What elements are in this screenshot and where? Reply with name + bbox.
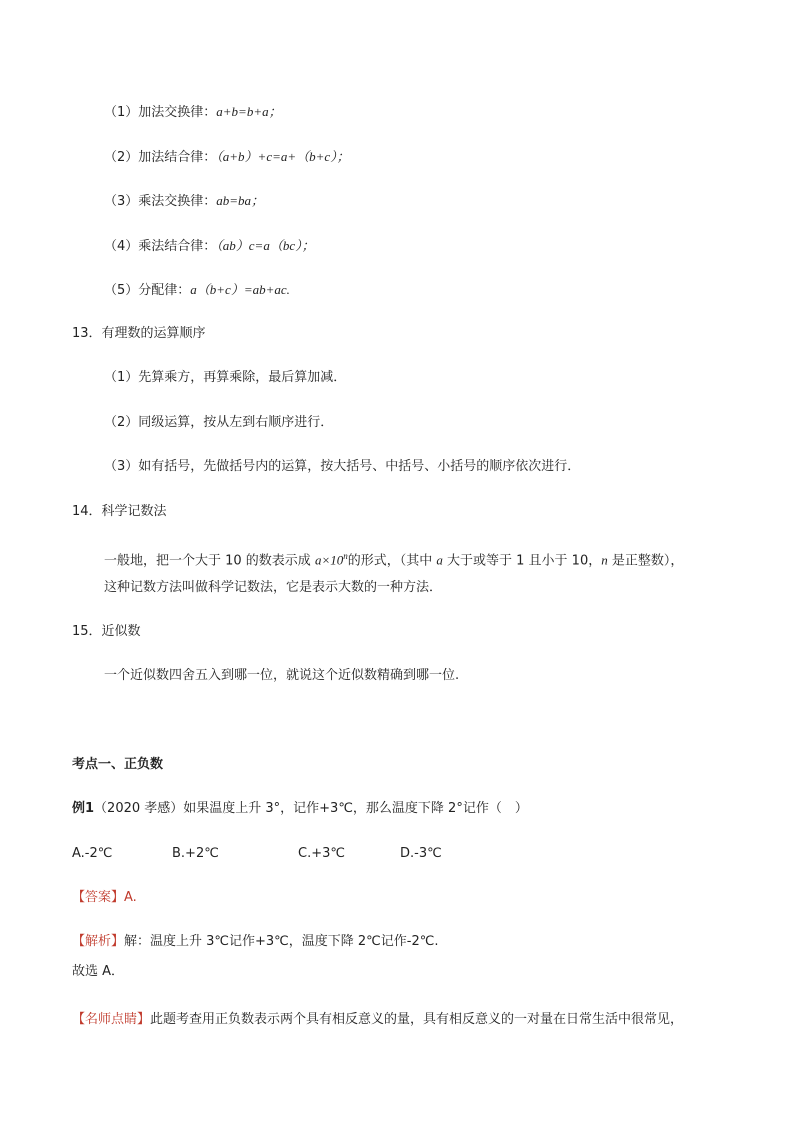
option-c: C.+3℃ (298, 846, 345, 861)
option-a: A.-2℃ (72, 846, 113, 861)
sec13-item-1: （1）先算乘方，再算乘除，最后算加减． (104, 370, 347, 385)
sec14-text: 的形式，（其中 (347, 553, 437, 569)
answer-tag: 【答案】 (72, 890, 125, 905)
comment-tag: 【名师点睛】 (72, 1012, 151, 1027)
option-b: B.+2℃ (172, 846, 219, 861)
law-5-label: （5）分配律： (104, 283, 191, 298)
analysis-conclusion: 故选 A． (72, 964, 125, 979)
law-2-formula: （a+b）+c=a+（b+c）； (216, 149, 350, 164)
analysis-tag: 【解析】 (72, 934, 125, 949)
law-2 (104, 148, 350, 167)
option-d: D.-3℃ (400, 846, 442, 861)
comment-text: 此题考查用正负数表示两个具有相反意义的量，具有相反意义的一对量在日常生活中很常见， (150, 1012, 684, 1027)
variable-a: a (436, 552, 443, 568)
teacher-comment (72, 1011, 683, 1029)
law-3-label: （3）乘法交换律： (104, 194, 217, 209)
scientific-notation-formula: a×10 (314, 552, 344, 568)
law-1-formula: a+b=b+a； (216, 104, 282, 119)
exponent-n: n (343, 551, 348, 561)
answer-text: A. (124, 890, 137, 905)
sec14-paragraph-2: 这种记数方法叫做科学记数法，它是表示大数的一种方法． (104, 580, 443, 595)
sec14-heading: 14．科学记数法 (72, 504, 167, 519)
law-1 (104, 103, 282, 122)
law-5 (104, 281, 290, 300)
sec15-heading: 15．近似数 (72, 624, 141, 639)
sec13-item-3: （3）如有括号，先做括号内的运算，按大括号、中括号、小括号的顺序依次进行． (104, 459, 581, 474)
example-options (72, 845, 442, 863)
sec14-paragraph-1 (104, 547, 683, 570)
example-label: 例1 (72, 801, 95, 816)
sec14-text: 是正整数）， (607, 553, 684, 569)
example-1 (72, 800, 528, 818)
sec13-item-2: （2）同级运算，按从左到右顺序进行． (104, 415, 334, 430)
sec15-paragraph: 一个近似数四舍五入到哪一位，就说这个近似数精确到哪一位. (104, 668, 460, 683)
example-text: （2020 孝感）如果温度上升 3°，记作+3℃，那么温度下降 2°记作（ ） (94, 801, 528, 816)
law-3 (104, 192, 264, 211)
law-4 (104, 237, 315, 256)
law-5-formula: a（b+c）=ab+ac. (190, 282, 290, 297)
sec13-heading: 13．有理数的运算顺序 (72, 326, 206, 341)
analysis-text: 解：温度上升 3℃记作+3℃，温度下降 2℃记作-2℃. (124, 934, 439, 949)
answer (72, 889, 137, 907)
law-1-label: （1）加法交换律： (104, 105, 217, 120)
analysis (72, 933, 438, 951)
variable-n: n (601, 552, 608, 568)
sec14-text: 大于或等于 1 且小于 10， (442, 553, 602, 569)
sec14-text: 一般地，把一个大于 10 的数表示成 (104, 553, 315, 569)
law-4-label: （4）乘法结合律： (104, 239, 217, 254)
kaodian-title: 考点一、正负数 (72, 757, 164, 772)
law-2-label: （2）加法结合律： (104, 150, 217, 165)
law-4-formula: （ab）c=a（bc）； (216, 238, 315, 253)
law-3-formula: ab=ba； (216, 193, 265, 208)
